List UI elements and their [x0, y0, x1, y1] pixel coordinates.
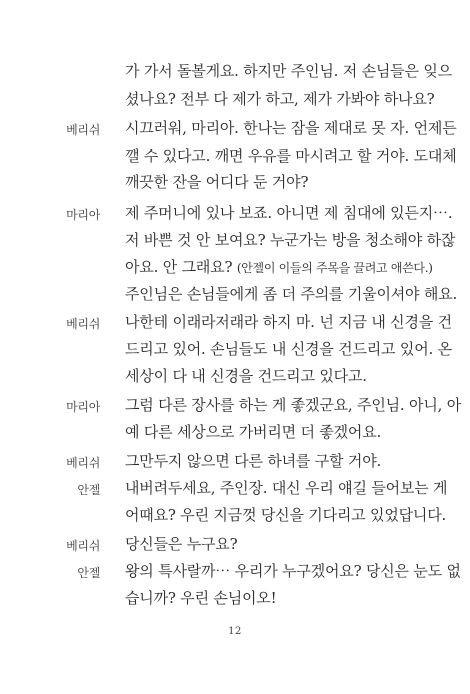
dialogue-line: 시끄러워, 마리아. 한나는 잠을 제대로 못 자. 언제든: [125, 119, 457, 137]
dialogue-line: 저 바쁜 것 안 보여요? 누군가는 방을 청소해야 하잖: [125, 231, 456, 249]
page-number: 12: [228, 626, 242, 637]
speaker-name: 마리아: [66, 208, 100, 222]
dialogue-line: 셨나요? 전부 다 제가 하고, 제가 가봐야 하나요?: [125, 90, 435, 108]
dialogue-line: 나한테 이래라저래라 하지 마. 넌 지금 내 신경을 건: [125, 313, 452, 331]
dialogue-line: 어때요? 우린 지금껏 당신을 기다리고 있었답니다.: [125, 506, 447, 524]
dialogue-line: 그만두지 않으면 다른 하녀를 구할 거야.: [125, 452, 382, 470]
dialogue-line: 제 주머니에 있나 보죠. 아니면 제 침대에 있든지⋯.: [125, 204, 453, 222]
stage-direction: (안젤이 이들의 주목을 끌려고 애쓴다.): [236, 261, 433, 275]
dialogue-line: 주인님은 손님들에게 좀 더 주의를 기울이셔야 해요.: [125, 285, 458, 303]
dialogue-text: 아요. 안 그래요?: [125, 258, 233, 276]
dialogue-line: 예 다른 세상으로 가버리면 더 좋겠어요.: [125, 423, 382, 441]
dialogue-line: 왕의 특사랄까⋯ 우리가 누구겠어요? 당신은 눈도 없: [125, 562, 461, 580]
dialogue-line: 깰 수 있다고. 깨면 우유를 마시려고 할 거야. 도대체: [125, 147, 457, 165]
speaker-name: 베리쉬: [66, 539, 100, 553]
dialogue-line: 드리고 있어. 손님들도 내 신경을 건드리고 있어. 온: [125, 340, 452, 358]
speaker-name: 베리쉬: [66, 456, 100, 470]
dialogue-line: [125, 258, 433, 277]
speaker-name: 베리쉬: [66, 317, 100, 331]
dialogue-line: 세상이 다 내 신경을 건드리고 있다고.: [125, 367, 367, 385]
dialogue-line: 당신들은 누구요?: [125, 535, 238, 553]
speaker-name: 안젤: [77, 483, 100, 497]
dialogue-line: 습니까? 우린 손님이오!: [125, 589, 277, 607]
dialogue-line: 내버려두세요, 주인장. 대신 우리 얘길 들어보는 게: [125, 479, 448, 497]
dialogue-line: 깨끗한 잔을 어디다 둔 거야?: [125, 173, 309, 191]
speaker-name: 마리아: [66, 400, 100, 414]
speaker-name: 베리쉬: [66, 123, 100, 137]
speaker-name: 안젤: [77, 566, 100, 580]
dialogue-line: 가 가서 돌볼게요. 하지만 주인님. 저 손님들은 잊으: [125, 62, 452, 80]
dialogue-line: 그럼 다른 장사를 하는 게 좋겠군요, 주인님. 아니, 아: [125, 396, 462, 414]
